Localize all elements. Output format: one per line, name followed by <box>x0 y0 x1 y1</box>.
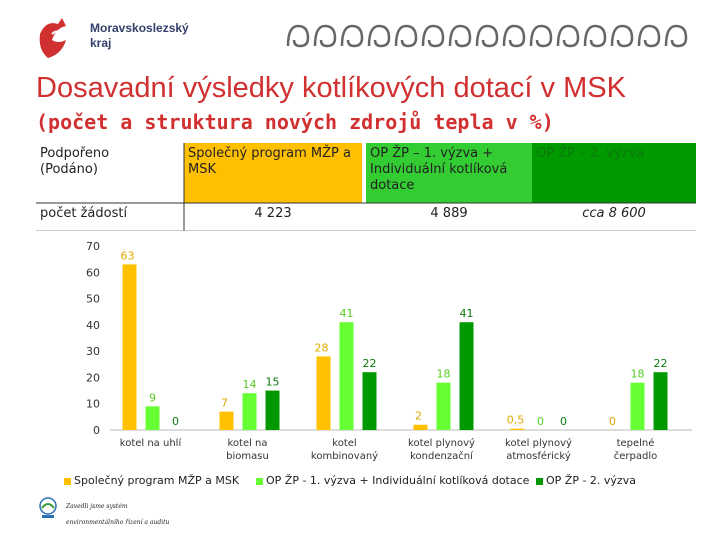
legend-swatch <box>256 478 263 485</box>
data-label: 22 <box>362 357 377 371</box>
y-tick-label: 40 <box>86 318 100 332</box>
table-row-label: počet žádostí <box>36 203 184 231</box>
bar <box>437 383 451 430</box>
data-label: 0,5 <box>506 413 525 427</box>
legend-item <box>64 474 239 487</box>
y-tick-label: 20 <box>86 371 100 385</box>
data-label: 14 <box>242 378 257 392</box>
kraj-emblem-icon <box>36 14 90 68</box>
x-tick-label: kotel na biomasu <box>226 438 269 462</box>
table-value: cca 8 600 <box>532 203 696 231</box>
chart-legend <box>64 474 704 492</box>
bar <box>631 383 645 430</box>
x-tick-label: tepelné čerpadlo <box>613 438 658 462</box>
swirl-mark <box>396 26 416 46</box>
y-tick-label: 50 <box>86 292 100 306</box>
bar <box>654 372 668 430</box>
table-col-header: OP ŽP – 2. výzva <box>532 143 696 203</box>
data-label: 0 <box>609 415 616 428</box>
kraj-logo <box>36 14 236 68</box>
bar <box>146 406 160 430</box>
data-label: 22 <box>653 357 668 371</box>
swirl-mark <box>315 26 335 46</box>
legend-swatch <box>64 478 71 485</box>
table-value: 4 889 <box>366 203 532 231</box>
swirl-mark <box>585 26 605 46</box>
swirl-mark <box>639 26 659 46</box>
legend-label: OP ŽP - 2. výzva <box>546 474 636 487</box>
y-tick-label: 60 <box>86 266 100 280</box>
logo-line2: kraj <box>90 36 112 50</box>
swirl-mark <box>666 26 686 46</box>
swirl-mark <box>288 26 308 46</box>
bar-chart <box>36 232 696 470</box>
table-col-header: OP ŽP – 1. výzva + Individuální kotlíková dotace <box>366 143 532 203</box>
data-label: 41 <box>339 307 354 321</box>
data-label: 0 <box>560 415 567 428</box>
swirl-mark <box>612 26 632 46</box>
data-label: 7 <box>221 396 228 410</box>
swirl-mark <box>558 26 578 46</box>
table-col-header: Společný program MŽP a MSK <box>184 143 362 203</box>
x-tick-label: kotel plynový atmosférický <box>505 438 572 462</box>
data-label: 63 <box>120 249 135 263</box>
y-tick-label: 0 <box>93 424 100 437</box>
bar <box>340 322 354 430</box>
footer-line1: Zavedli jsme systém <box>66 503 128 510</box>
bar <box>266 391 280 430</box>
data-label: 0 <box>172 415 179 428</box>
swirl-mark <box>531 26 551 46</box>
data-label: 0 <box>537 415 544 428</box>
logo-line1: Moravskoslezský <box>90 21 189 35</box>
y-tick-label: 10 <box>86 397 100 411</box>
bar <box>123 264 137 430</box>
bar <box>317 356 331 430</box>
bar <box>511 429 525 430</box>
x-tick-label: kotel na uhlí <box>119 438 182 449</box>
swirl-ornament-icon <box>282 16 702 56</box>
data-label: 9 <box>149 391 156 405</box>
data-label: 28 <box>314 341 329 355</box>
data-label: 2 <box>415 409 422 423</box>
legend-item <box>256 474 529 487</box>
legend-label: OP ŽP - 1. výzva + Individuální kotlíková dotace <box>266 474 530 487</box>
bar <box>460 322 474 430</box>
x-tick-label: kotel plynový kondenzační <box>408 438 475 462</box>
emas-logo-icon <box>36 496 60 520</box>
swirl-mark <box>423 26 443 46</box>
x-tick-label: kotel kombinovaný <box>310 438 379 462</box>
legend-item <box>536 474 636 487</box>
legend-label: Společný program MŽP a MSK <box>74 474 240 487</box>
data-label: 15 <box>265 375 280 389</box>
footer-line2: environmentálního řízení a auditu <box>66 519 170 526</box>
data-label: 18 <box>630 367 645 381</box>
table-value: 4 223 <box>184 203 362 231</box>
swirl-mark <box>342 26 362 46</box>
page-title: Dosavadní výsledky kotlíkových dotací v MSK <box>36 72 626 104</box>
swirl-mark <box>450 26 470 46</box>
bar <box>414 425 428 430</box>
swirl-mark <box>504 26 524 46</box>
swirl-mark <box>369 26 389 46</box>
legend-swatch <box>536 478 543 485</box>
bar <box>220 412 234 430</box>
swirl-mark <box>477 26 497 46</box>
data-label: 18 <box>436 367 451 381</box>
y-tick-label: 30 <box>86 345 100 359</box>
bar <box>243 393 257 430</box>
page-subtitle: (počet a struktura nových zdrojů tepla v %) <box>36 110 554 134</box>
summary-table <box>36 143 696 231</box>
bar <box>363 372 377 430</box>
table-header-label: Podpořeno (Podáno) <box>36 143 184 203</box>
y-tick-label: 70 <box>86 240 100 253</box>
data-label: 41 <box>459 307 474 321</box>
